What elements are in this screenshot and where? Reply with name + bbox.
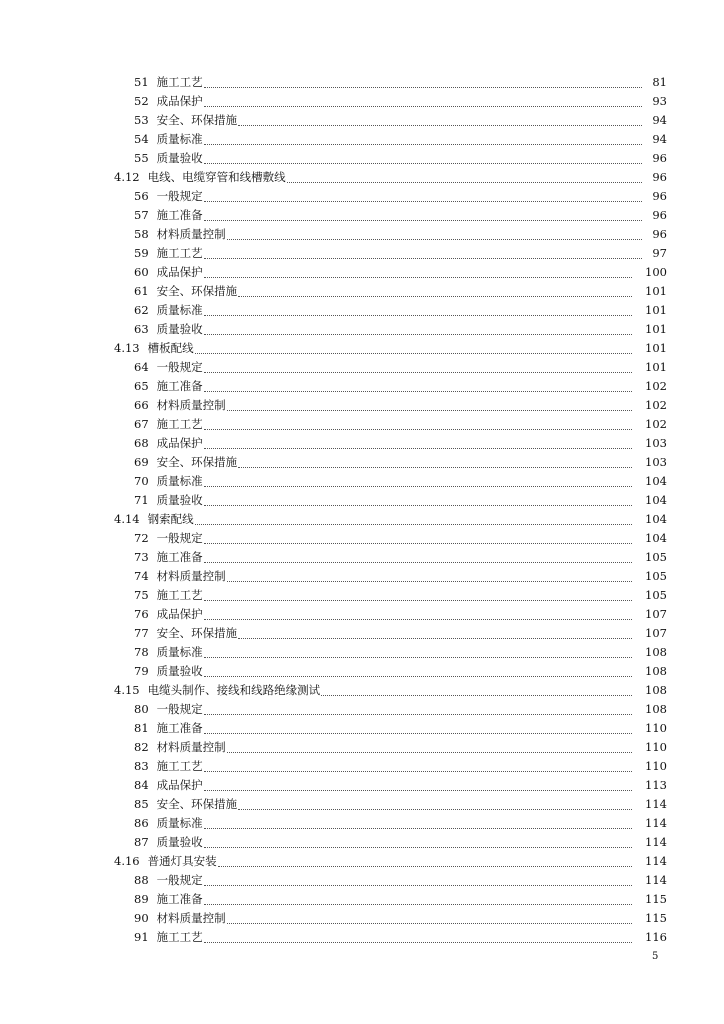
toc-entry-heading [114,510,195,529]
page-number: 5 [652,951,659,962]
toc-entry-number: 90 [134,911,149,925]
toc-entry-heading [134,643,204,662]
toc-entry-title: 施工工艺 [156,75,203,89]
toc-entry-number: 84 [134,778,149,792]
dot-leader [204,68,644,88]
dot-leader [204,657,632,677]
toc-entry-heading [134,472,204,491]
toc-entry-page: 110 [633,738,667,757]
toc-entry-title: 一般规定 [156,531,203,545]
toc-entry-title: 施工工艺 [156,588,203,602]
dot-leader [204,429,632,449]
toc-entry-page: 96 [643,168,667,187]
toc-entry-page: 110 [633,719,667,738]
toc-entry-number: 56 [134,189,149,203]
toc-entry-number: 79 [134,664,149,678]
toc-entry-title: 一般规定 [156,360,203,374]
toc-entry-number: 63 [134,322,149,336]
dot-leader [204,600,632,620]
dot-leader [227,733,632,753]
toc-entry-page: 114 [633,852,667,871]
toc-entry-page: 114 [633,795,667,814]
toc-entry-page: 93 [643,92,667,111]
toc-entry-title: 质量验收 [156,493,203,507]
toc-entry-page: 81 [643,73,667,92]
toc-entry-title: 质量验收 [156,664,203,678]
toc-entry-title: 一般规定 [156,189,203,203]
toc-entry-page: 105 [633,567,667,586]
toc-entry-number: 70 [134,474,149,488]
toc-entry-title: 施工工艺 [156,759,203,773]
toc-entry-page: 107 [633,605,667,624]
toc-entry-page: 104 [633,472,667,491]
toc-entry-heading [114,852,218,871]
toc-entry-heading [134,434,204,453]
dot-leader [204,638,632,658]
toc-entry-number: 4.14 [114,512,140,526]
toc-entry-heading [134,111,238,130]
toc-entry-page: 96 [643,206,667,225]
dot-leader [204,353,632,373]
toc-entry-page: 97 [643,244,667,263]
toc-entry-heading [134,738,227,757]
dot-leader [204,201,644,221]
toc-entry-heading [114,681,321,700]
toc-entry-page: 94 [643,111,667,130]
toc-entry-number: 85 [134,797,149,811]
toc-entry-page: 104 [633,529,667,548]
toc-entry-number: 51 [134,75,149,89]
toc-entry-number: 4.15 [114,683,140,697]
dot-leader [238,277,632,297]
toc-entry-title: 安全、环保措施 [156,797,238,811]
toc-entry-title: 一般规定 [156,873,203,887]
toc-entry-title: 安全、环保措施 [156,455,238,469]
toc-entry-number: 52 [134,94,149,108]
toc-entry-heading [134,795,238,814]
toc-entry-title: 成品保护 [156,94,203,108]
toc-entry-heading [134,244,204,263]
toc-entry-page: 116 [633,928,667,947]
toc-entry-number: 67 [134,417,149,431]
toc-entry-number: 78 [134,645,149,659]
toc-entry-heading [134,453,238,472]
dot-leader [227,562,632,582]
toc-entry-page: 96 [643,187,667,206]
toc-entry-title: 成品保护 [156,436,203,450]
toc-entry-number: 91 [134,930,149,944]
dot-leader [204,87,644,107]
toc-entry-heading [134,814,204,833]
toc-entry-title: 质量验收 [156,151,203,165]
toc-entry-number: 75 [134,588,149,602]
toc-entry-number: 82 [134,740,149,754]
toc-entry-heading [114,339,195,358]
toc-entry-page: 108 [633,662,667,681]
toc-entry-number: 58 [134,227,149,241]
toc-entry-heading [134,149,204,168]
toc-entry-heading [134,605,204,624]
toc-entry-title: 质量标准 [156,303,203,317]
toc-entry-heading [134,377,204,396]
toc-entry-page: 103 [633,434,667,453]
toc-entry-title: 安全、环保措施 [156,113,238,127]
toc-entry-number: 68 [134,436,149,450]
toc-entry-page: 108 [633,700,667,719]
toc-entry-heading [134,491,204,510]
toc-entry-number: 87 [134,835,149,849]
toc-entry-title: 普通灯具安装 [147,854,217,868]
toc-entry-number: 71 [134,493,149,507]
toc-entry-number: 57 [134,208,149,222]
toc-entry-number: 86 [134,816,149,830]
toc-entry-heading [134,700,204,719]
dot-leader [321,676,632,696]
toc-entry-title: 施工准备 [156,721,203,735]
toc-entry-page: 113 [633,776,667,795]
dot-leader [227,220,644,240]
dot-leader [204,828,632,848]
toc-entry-heading [134,263,204,282]
toc-entry-number: 4.16 [114,854,140,868]
dot-leader [238,448,632,468]
toc-entry-number: 72 [134,531,149,545]
toc-entry-heading [134,586,204,605]
toc-entry-title: 施工准备 [156,892,203,906]
toc-entry-title: 质量标准 [156,132,203,146]
toc-entry-page: 102 [633,396,667,415]
toc-entry-title: 材料质量控制 [156,911,226,925]
toc-entry-title: 材料质量控制 [156,398,226,412]
toc-entry-title: 成品保护 [156,265,203,279]
dot-leader [204,581,632,601]
toc-subsection-entry [0,928,724,947]
toc-entry-page: 105 [633,586,667,605]
dot-leader [204,714,632,734]
toc-entry-page: 102 [633,377,667,396]
toc-entry-title: 施工工艺 [156,930,203,944]
toc-entry-number: 66 [134,398,149,412]
toc-entry-title: 成品保护 [156,607,203,621]
toc-entry-title: 质量验收 [156,835,203,849]
toc-entry-heading [134,719,204,738]
toc-entry-page: 110 [633,757,667,776]
dot-leader [204,771,632,791]
toc-entry-number: 80 [134,702,149,716]
toc-entry-page: 101 [633,358,667,377]
toc-entry-page: 107 [633,624,667,643]
toc-entry-page: 100 [633,263,667,282]
toc-entry-page: 94 [643,130,667,149]
dot-leader [204,296,632,316]
toc-entry-number: 69 [134,455,149,469]
toc-entry-page: 104 [633,491,667,510]
dot-leader [238,106,644,126]
toc-entry-page: 101 [633,320,667,339]
toc-entry-heading [134,225,227,244]
dot-leader [204,486,632,506]
toc-entry-heading [134,301,204,320]
toc-entry-page: 96 [643,149,667,168]
dot-leader [238,790,632,810]
dot-leader [204,923,632,943]
toc-entry-heading [134,130,204,149]
toc-entry-heading [134,624,238,643]
dot-leader [195,334,632,354]
toc-entry-title: 质量验收 [156,322,203,336]
toc-entry-title: 成品保护 [156,778,203,792]
toc-entry-number: 81 [134,721,149,735]
dot-leader [204,809,632,829]
toc-entry-number: 89 [134,892,149,906]
toc-entry-heading [134,92,204,111]
dot-leader [204,315,632,335]
toc-entry-heading [134,928,204,947]
toc-entry-number: 55 [134,151,149,165]
dot-leader [204,467,632,487]
toc-entry-number: 65 [134,379,149,393]
toc-entry-number: 74 [134,569,149,583]
dot-leader [204,524,632,544]
dot-leader [204,144,644,164]
toc-entry-title: 钢索配线 [147,512,194,526]
toc-entry-heading [134,415,204,434]
toc-entry-heading [134,890,204,909]
toc-entry-heading [134,757,204,776]
toc-entry-page: 102 [633,415,667,434]
toc-entry-page: 114 [633,814,667,833]
toc-entry-number: 62 [134,303,149,317]
toc-entry-page: 103 [633,453,667,472]
toc-entry-title: 槽板配线 [147,341,194,355]
toc-entry-number: 53 [134,113,149,127]
toc-entry-number: 77 [134,626,149,640]
dot-leader [204,866,632,886]
toc-entry-heading [134,909,227,928]
toc-entry-number: 76 [134,607,149,621]
toc-entry-heading [134,187,204,206]
toc-entry-title: 材料质量控制 [156,740,226,754]
toc-entry-number: 60 [134,265,149,279]
dot-leader [204,258,632,278]
toc-entry-heading [134,396,227,415]
dot-leader [227,391,632,411]
toc-entry-heading [114,168,287,187]
dot-leader [195,505,632,525]
toc-entry-number: 83 [134,759,149,773]
toc-entry-title: 安全、环保措施 [156,284,238,298]
dot-leader [204,543,632,563]
toc-entry-heading [134,358,204,377]
toc-entry-title: 施工工艺 [156,417,203,431]
toc-entry-page: 104 [633,510,667,529]
dot-leader [204,125,644,145]
dot-leader [238,619,632,639]
toc-entry-number: 73 [134,550,149,564]
toc-entry-title: 一般规定 [156,702,203,716]
toc-entry-heading [134,662,204,681]
toc-entry-title: 质量标准 [156,474,203,488]
toc-entry-title: 安全、环保措施 [156,626,238,640]
toc-entry-title: 质量标准 [156,645,203,659]
toc-entry-heading [134,833,204,852]
toc-entry-heading [134,548,204,567]
toc-entry-heading [134,529,204,548]
toc-entry-title: 电线、电缆穿管和线槽敷线 [147,170,286,184]
toc-entry-heading [134,567,227,586]
toc-entry-number: 4.13 [114,341,140,355]
toc-entry-title: 施工准备 [156,379,203,393]
dot-leader [204,372,632,392]
toc-entry-page: 115 [633,890,667,909]
toc-entry-heading [134,73,204,92]
table-of-contents [0,73,724,947]
toc-entry-title: 施工工艺 [156,246,203,260]
toc-entry-number: 54 [134,132,149,146]
toc-entry-number: 61 [134,284,149,298]
toc-entry-page: 114 [633,833,667,852]
dot-leader [204,885,632,905]
toc-entry-title: 材料质量控制 [156,569,226,583]
dot-leader [204,752,632,772]
toc-entry-page: 108 [633,681,667,700]
toc-entry-heading [134,206,204,225]
toc-entry-number: 59 [134,246,149,260]
toc-entry-page: 105 [633,548,667,567]
toc-entry-heading [134,320,204,339]
toc-entry-heading [134,776,204,795]
toc-entry-title: 材料质量控制 [156,227,226,241]
toc-entry-page: 101 [633,339,667,358]
toc-entry-page: 101 [633,301,667,320]
toc-entry-page: 101 [633,282,667,301]
dot-leader [218,847,632,867]
toc-entry-heading [134,282,238,301]
toc-entry-title: 电缆头制作、接线和线路绝缘测试 [147,683,321,697]
toc-entry-number: 64 [134,360,149,374]
toc-entry-title: 质量标准 [156,816,203,830]
dot-leader [204,410,632,430]
toc-entry-number: 4.12 [114,170,140,184]
toc-entry-number: 88 [134,873,149,887]
toc-entry-page: 115 [633,909,667,928]
dot-leader [287,163,644,183]
toc-entry-title: 施工准备 [156,550,203,564]
dot-leader [227,904,632,924]
toc-entry-page: 108 [633,643,667,662]
toc-entry-page: 96 [643,225,667,244]
toc-entry-title: 施工准备 [156,208,203,222]
dot-leader [204,239,644,259]
toc-entry-heading [134,871,204,890]
toc-entry-page: 114 [633,871,667,890]
